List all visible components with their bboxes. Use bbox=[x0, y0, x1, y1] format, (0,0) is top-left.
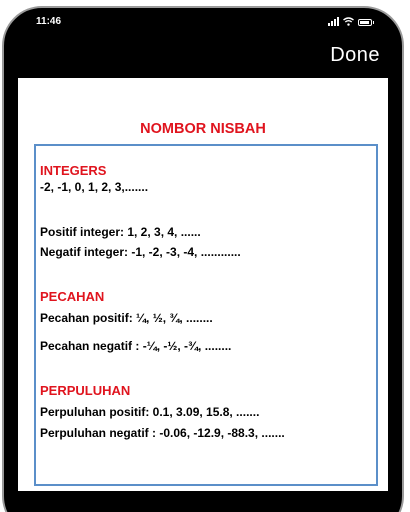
status-time: 11:46 bbox=[36, 16, 62, 27]
integers-list: -2, -1, 0, 1, 2, 3,....... bbox=[40, 180, 149, 194]
section-heading-integers: INTEGERS bbox=[40, 163, 107, 178]
positive-fractions: Pecahan positif: ¼, ½, ¾, ........ bbox=[40, 311, 213, 325]
wifi-icon bbox=[343, 17, 354, 26]
section-heading-perpuluhan: PERPULUHAN bbox=[40, 383, 131, 398]
positive-decimals: Perpuluhan positif: 0.1, 3.09, 15.8, ....... bbox=[40, 405, 260, 419]
battery-icon bbox=[358, 19, 372, 26]
navigation-bar bbox=[4, 38, 402, 80]
status-icons bbox=[328, 16, 372, 26]
negative-decimals: Perpuluhan negatif : -0.06, -12.9, -88.3, ....... bbox=[40, 426, 285, 440]
negative-integers: Negatif integer: -1, -2, -3, -4, ............ bbox=[40, 245, 241, 259]
positive-integers: Positif integer: 1, 2, 3, 4, ...... bbox=[40, 225, 201, 239]
done-button[interactable]: Done bbox=[330, 44, 380, 66]
section-heading-pecahan: PECAHAN bbox=[40, 289, 105, 304]
content-box bbox=[34, 144, 378, 486]
negative-fractions: Pecahan negatif : -¼, -½, -¾, ........ bbox=[40, 339, 232, 353]
signal-icon bbox=[328, 17, 339, 26]
document-view bbox=[18, 78, 388, 491]
status-bar bbox=[4, 8, 402, 38]
device-frame bbox=[2, 6, 404, 512]
page-title: NOMBOR NISBAH bbox=[140, 121, 266, 137]
